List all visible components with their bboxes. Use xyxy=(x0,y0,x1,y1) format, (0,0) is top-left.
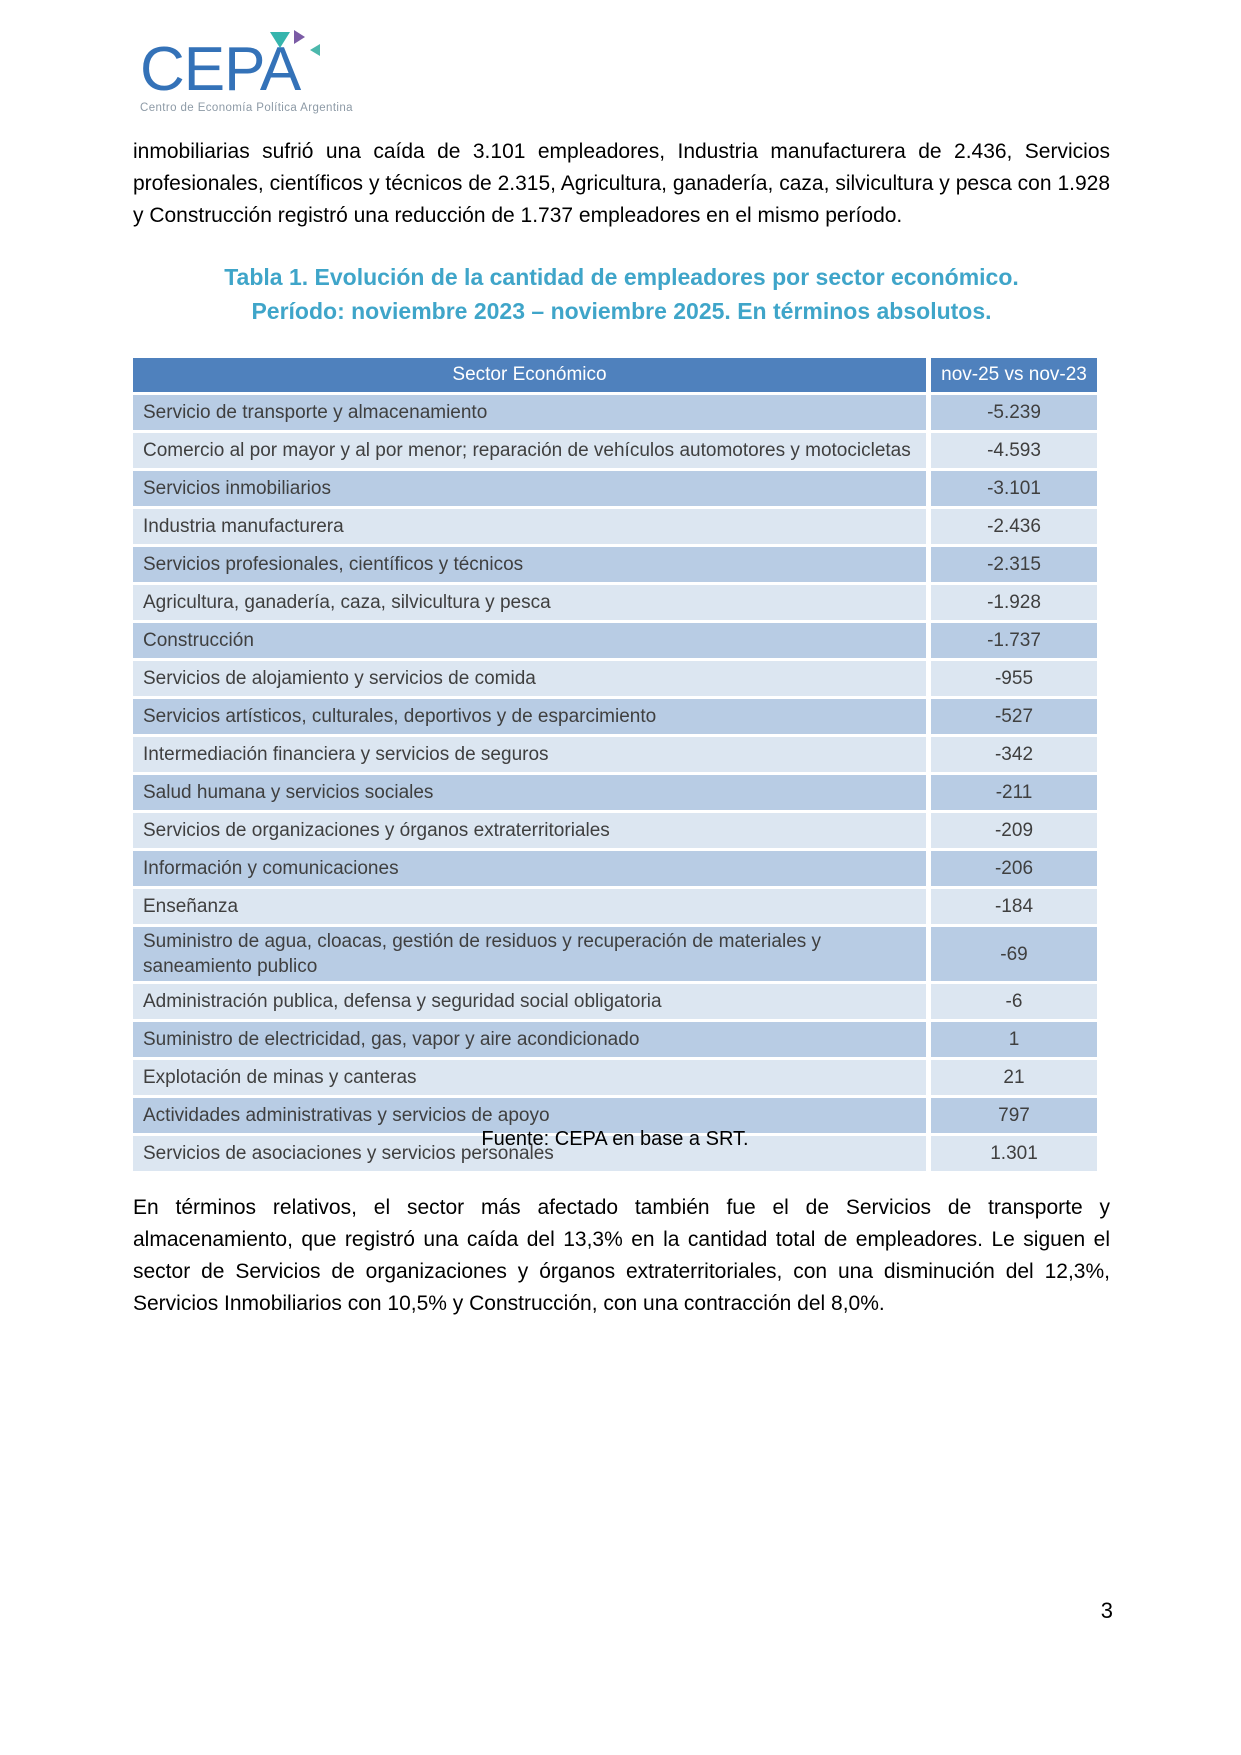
sector-cell: Explotación de minas y canteras xyxy=(133,1059,929,1097)
logo-subtitle: Centro de Economía Política Argentina xyxy=(140,102,353,114)
sector-cell: Administración publica, defensa y seguridad social obligatoria xyxy=(133,983,929,1021)
table-row xyxy=(133,584,1097,622)
table-row xyxy=(133,983,1097,1021)
table-title xyxy=(133,260,1110,328)
value-cell: -184 xyxy=(929,888,1098,926)
value-cell: -6 xyxy=(929,983,1098,1021)
value-cell: -2.315 xyxy=(929,546,1098,584)
table-row xyxy=(133,774,1097,812)
value-cell: -342 xyxy=(929,736,1098,774)
sector-cell: Actividades administrativas y servicios de apoyo xyxy=(133,1097,929,1135)
value-cell: 797 xyxy=(929,1097,1098,1135)
sector-cell: Información y comunicaciones xyxy=(133,850,929,888)
value-cell: -527 xyxy=(929,698,1098,736)
table-row xyxy=(133,622,1097,660)
teal-triangle-icon xyxy=(270,32,290,48)
logo-triangles-icon xyxy=(268,30,328,60)
sector-cell: Industria manufacturera xyxy=(133,508,929,546)
table-row xyxy=(133,736,1097,774)
table-title-line2: Período: noviembre 2023 – noviembre 2025. En términos absolutos. xyxy=(251,298,992,324)
value-cell: -3.101 xyxy=(929,470,1098,508)
table-row xyxy=(133,508,1097,546)
sector-cell: Salud humana y servicios sociales xyxy=(133,774,929,812)
value-cell: -5.239 xyxy=(929,394,1098,432)
table-row xyxy=(133,1021,1097,1059)
sector-cell: Agricultura, ganadería, caza, silvicultura y pesca xyxy=(133,584,929,622)
column-header-sector: Sector Económico xyxy=(133,358,929,394)
table-row xyxy=(133,850,1097,888)
intro-paragraph: inmobiliarias sufrió una caída de 3.101 empleadores, Industria manufacturera de 2.436, Servicios profesionales, científicos y técnicos de 2.315, Agricultura, ganadería, caza, silvicultura y pesca con 1.928 y Construcción registró una reducción de 1.737 empleadores en el mismo período. xyxy=(133,140,1110,227)
employers-by-sector-table xyxy=(133,358,1097,1174)
sector-cell: Enseñanza xyxy=(133,888,929,926)
purple-triangle-icon xyxy=(294,30,305,44)
table-title-line1: Tabla 1. Evolución de la cantidad de empleadores por sector económico. xyxy=(224,264,1019,290)
table-source: Fuente: CEPA en base a SRT. xyxy=(481,1128,749,1150)
table-row xyxy=(133,698,1097,736)
sector-cell: Suministro de agua, cloacas, gestión de residuos y recuperación de materiales y saneamiento publico xyxy=(133,926,929,983)
closing-paragraph: En términos relativos, el sector más afectado también fue el de Servicios de transporte y almacenamiento, que registró una caída del 13,3% en la cantidad total de empleadores. Le siguen el sector de Servicios de organizaciones y órganos extraterritoriales, con una disminución del 12,3%, Servicios Inmobiliarios con 10,5% y Construcción, con una contracción del 8,0%. xyxy=(133,1196,1110,1315)
value-cell: -211 xyxy=(929,774,1098,812)
sector-cell: Servicios artísticos, culturales, deportivos y de esparcimiento xyxy=(133,698,929,736)
value-cell: -2.436 xyxy=(929,508,1098,546)
table-header-row xyxy=(133,358,1097,394)
value-cell: -4.593 xyxy=(929,432,1098,470)
sector-cell: Suministro de electricidad, gas, vapor y aire acondicionado xyxy=(133,1021,929,1059)
sector-cell: Construcción xyxy=(133,622,929,660)
table-row xyxy=(133,888,1097,926)
cepa-logo xyxy=(140,35,400,114)
table-row xyxy=(133,660,1097,698)
teal-small-triangle-icon xyxy=(310,44,320,56)
value-cell: 21 xyxy=(929,1059,1098,1097)
sector-cell: Servicio de transporte y almacenamiento xyxy=(133,394,929,432)
value-cell: 1.301 xyxy=(929,1135,1098,1173)
value-cell: -955 xyxy=(929,660,1098,698)
value-cell: -69 xyxy=(929,926,1098,983)
value-cell: -209 xyxy=(929,812,1098,850)
sector-cell: Servicios profesionales, científicos y técnicos xyxy=(133,546,929,584)
column-header-value: nov-25 vs nov-23 xyxy=(929,358,1098,394)
table-row xyxy=(133,1059,1097,1097)
sector-cell: Intermediación financiera y servicios de seguros xyxy=(133,736,929,774)
table-row xyxy=(133,432,1097,470)
sector-cell: Servicios de asociaciones y servicios personales xyxy=(133,1135,929,1173)
value-cell: -1.737 xyxy=(929,622,1098,660)
value-cell: -1.928 xyxy=(929,584,1098,622)
page-number: 3 xyxy=(1100,1598,1113,1623)
sector-cell: Comercio al por mayor y al por menor; reparación de vehículos automotores y motocicletas xyxy=(133,432,929,470)
table-row xyxy=(133,812,1097,850)
logo-wordmark: CEPA xyxy=(140,35,301,104)
sector-cell: Servicios inmobiliarios xyxy=(133,470,929,508)
sector-cell: Servicios de organizaciones y órganos extraterritoriales xyxy=(133,812,929,850)
table-row xyxy=(133,394,1097,432)
value-cell: -206 xyxy=(929,850,1098,888)
sector-cell: Servicios de alojamiento y servicios de comida xyxy=(133,660,929,698)
table-row xyxy=(133,470,1097,508)
value-cell: 1 xyxy=(929,1021,1098,1059)
table-row xyxy=(133,926,1097,983)
table-row xyxy=(133,546,1097,584)
